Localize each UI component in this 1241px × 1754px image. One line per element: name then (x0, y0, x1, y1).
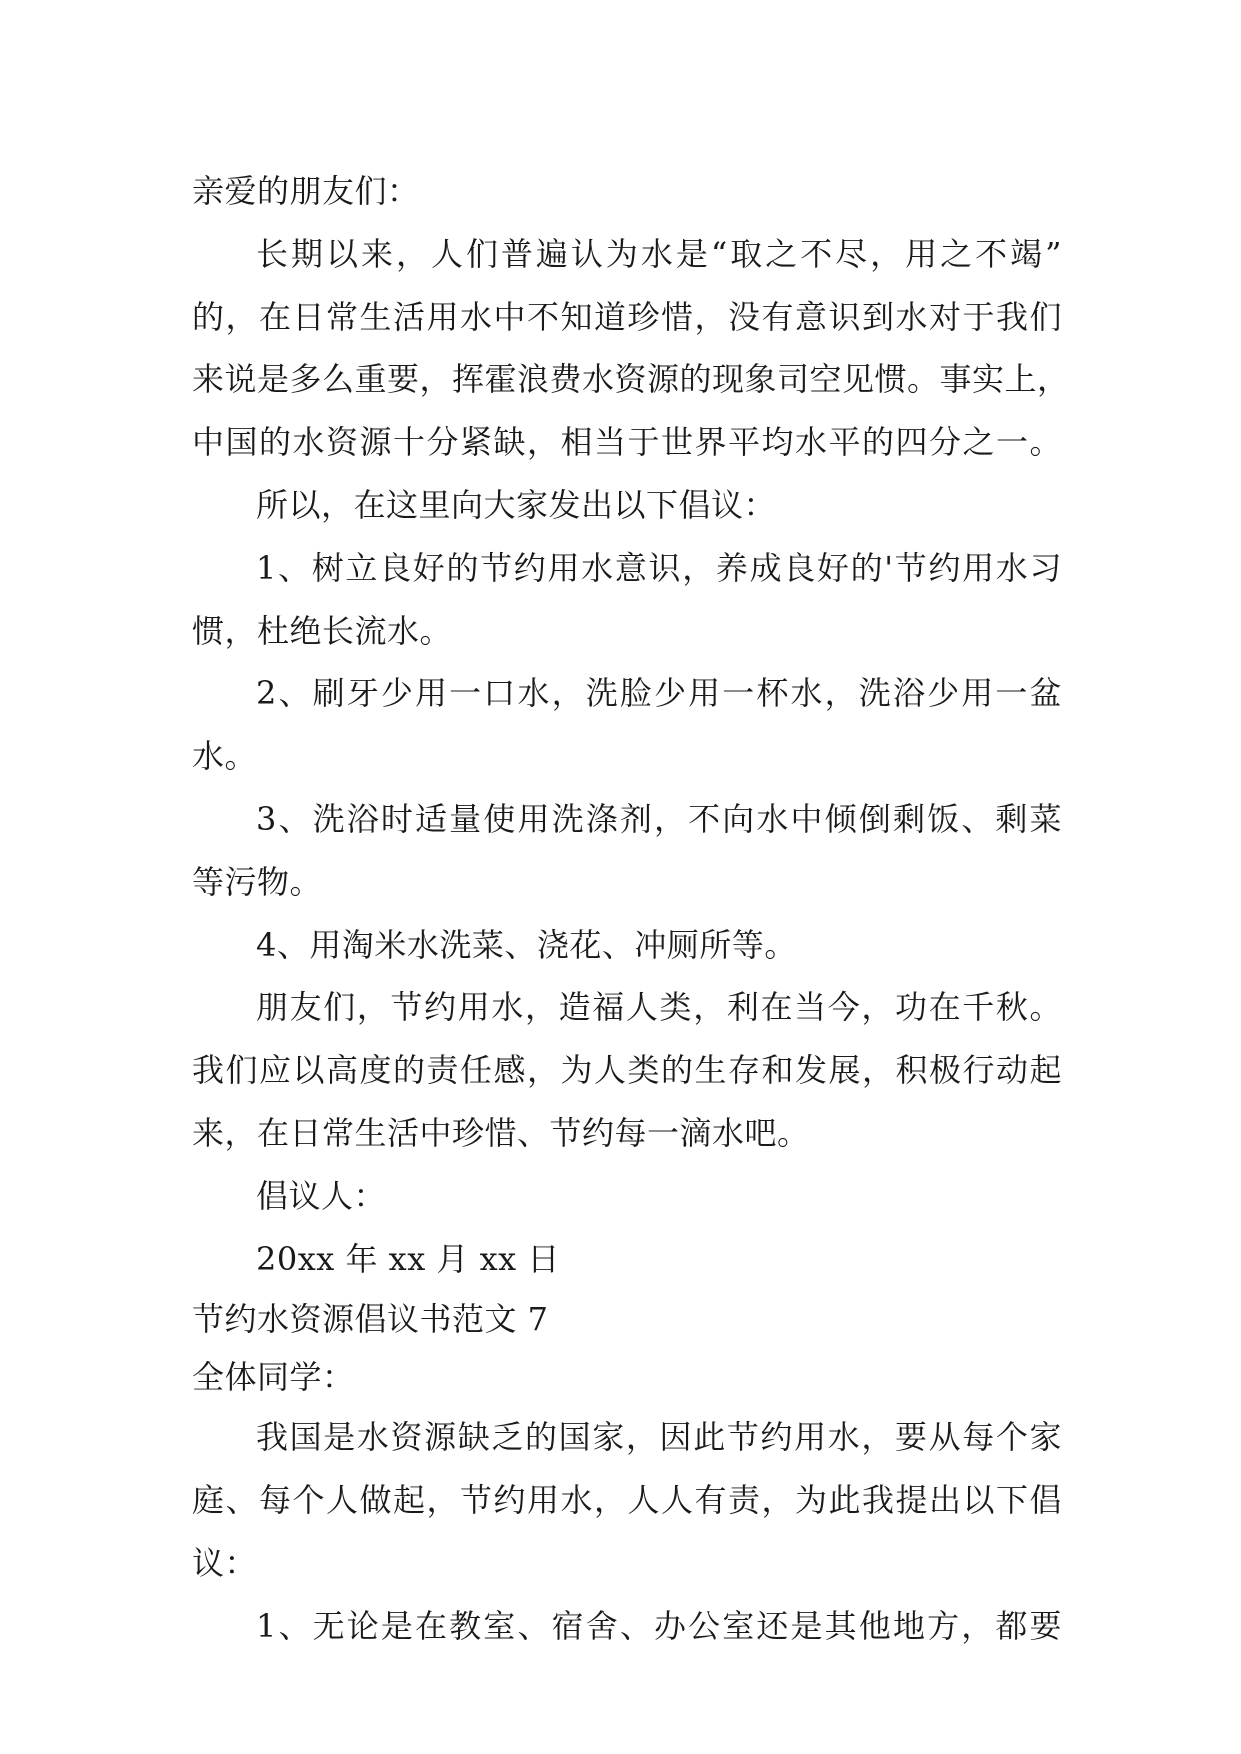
paragraph-line: 来，在日常生活中珍惜、节约每一滴水吧。 (192, 1113, 810, 1152)
paragraph-line: 庭、每个人做起，节约用水，人人有责，为此我提出以下倡 (192, 1481, 1062, 1520)
paragraph-line: 中国的水资源十分紧缺，相当于世界平均水平的四分之一。 (192, 423, 1062, 462)
paragraph-line: 所以，在这里向大家发出以下倡议： (256, 485, 777, 524)
list-item-line: 1、树立良好的节约用水意识，养成良好的'节约用水习 (256, 548, 1062, 587)
paragraph-line: 的，在日常生活用水中不知道珍惜，没有意识到水对于我们 (192, 297, 1062, 336)
list-item-line: 3、洗浴时适量使用洗涤剂，不向水中倾倒剩饭、剩菜 (256, 799, 1062, 838)
document-body (192, 160, 1070, 1658)
date-line: 20xx 年 xx 月 xx 日 (256, 1239, 560, 1278)
list-item-line: 1、无论是在教室、宿舍、办公室还是其他地方，都要 (256, 1606, 1062, 1645)
paragraph-line: 朋友们，节约用水，造福人类，利在当今，功在千秋。 (256, 988, 1062, 1027)
list-item-line: 4、用淘米水洗菜、浇花、冲厕所等。 (256, 925, 797, 964)
list-item-line: 2、刷牙少用一口水，洗脸少用一杯水，洗浴少用一盆 (256, 674, 1062, 713)
list-item-line: 惯，杜绝长流水。 (192, 611, 453, 650)
paragraph-line: 我国是水资源缺乏的国家，因此节约用水，要从每个家 (256, 1418, 1062, 1457)
salutation: 亲爱的朋友们： (192, 172, 420, 210)
paragraph-line: 来说是多么重要，挥霍浪费水资源的现象司空见惯。事实上， (192, 360, 1070, 399)
salutation: 全体同学： (192, 1358, 355, 1397)
list-item-line: 水。 (192, 737, 258, 776)
paragraph-line: 长期以来，人们普遍认为水是“取之不尽，用之不竭” (256, 234, 1062, 273)
signature-label: 倡议人： (256, 1176, 387, 1215)
paragraph-line: 议： (192, 1543, 258, 1582)
section-title: 节约水资源倡议书范文 7 (192, 1300, 549, 1339)
list-item-line: 等污物。 (192, 862, 323, 901)
paragraph-line: 我们应以高度的责任感，为人类的生存和发展，积极行动起 (192, 1051, 1062, 1090)
